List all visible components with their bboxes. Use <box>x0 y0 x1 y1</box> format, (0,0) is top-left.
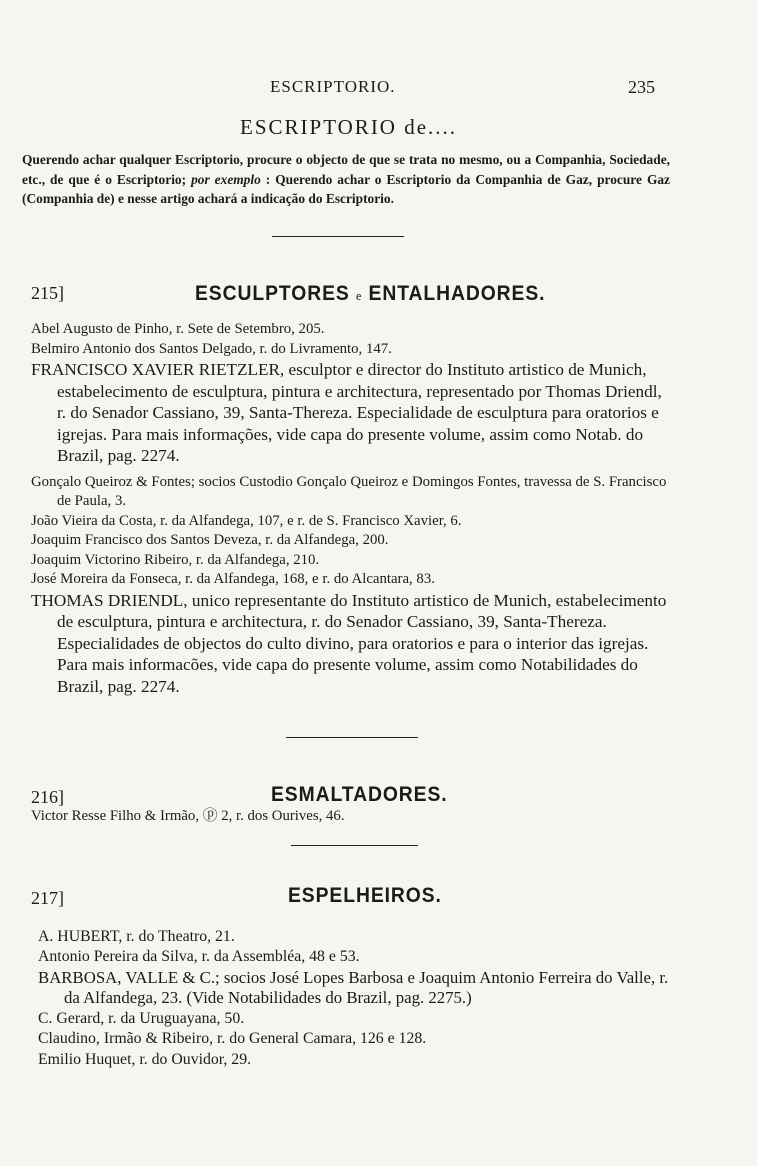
note-text-italic: por exemplo <box>191 171 261 187</box>
section-title: ESMALTADORES. <box>271 783 448 806</box>
intro-note <box>22 150 670 209</box>
section-title <box>195 282 545 306</box>
section-number: 215] <box>31 283 64 303</box>
entry-list <box>38 927 678 1070</box>
note-text-before: Querendo achar qualquer Escriptorio, procure o objecto de que se trata no mesmo, ou a Companhia, Sociedade, etc., de que é o Escriptorio; <box>22 152 670 187</box>
running-head: ESCRIPTORIO. <box>270 77 396 96</box>
list-item: Abel Augusto de Pinho, r. Sete de Setembro, 205. <box>31 321 325 337</box>
list-item: C. Gerard, r. da Uruguayana, 50. <box>38 1010 245 1027</box>
section-title-part: ESCULPTORES <box>195 282 350 305</box>
divider-rule <box>291 845 418 846</box>
list-item: FRANCISCO XAVIER RIETZLER, esculptor e director do Instituto artistico de Munich, estabelecimento de esculptura, pintura e architectura, representado por Thomas Driendl, r. do Senador Cassiano, 39, Santa-Thereza. Especialidade de esculptura para oratorios e igrejas. Para mais informações, vide capa do presente volume, assim como Notab. do Brazil, pag. 2274. <box>31 360 662 465</box>
section-title-part: ENTALHADORES. <box>368 282 546 305</box>
list-item: Emilio Huquet, r. do Ouvidor, 29. <box>38 1050 252 1068</box>
divider-rule <box>272 236 404 237</box>
note-text-after: : Querendo achar o Escriptorio da Companhia de Gaz, procure Gaz (Companhia de) e nesse artigo achará a indicação do Escriptorio. <box>22 171 671 206</box>
list-item: José Moreira da Fonseca, r. da Alfandega, 168, e r. do Alcantara, 83. <box>31 571 435 587</box>
list-item: Victor Resse Filho & Irmão, ⓟ 2, r. dos Ourives, 46. <box>31 808 345 824</box>
section-title-amp: e <box>356 288 363 303</box>
list-item: A. HUBERT, r. do Theatro, 21. <box>38 928 235 945</box>
list-item: BARBOSA, VALLE & C.; socios José Lopes Barbosa e Joaquim Antonio Ferreira do Valle, r. da Alfandega, 23. (Vide Notabilidades do Brazil, pag. 2275.) <box>38 967 669 1008</box>
entry-list <box>31 320 671 697</box>
list-item: Antonio Pereira da Silva, r. da Assembléa, 48 e 53. <box>38 948 360 966</box>
list-item: Belmiro Antonio dos Santos Delgado, r. do Livramento, 147. <box>31 340 392 357</box>
section-number: 216] <box>31 787 64 807</box>
list-item: Joaquim Francisco dos Santos Deveza, r. da Alfandega, 200. <box>31 532 389 548</box>
section-number: 217] <box>31 888 64 908</box>
entry-list <box>31 807 671 827</box>
section-title: ESPELHEIROS. <box>288 884 442 907</box>
divider-rule <box>286 737 418 738</box>
sub-head: ESCRIPTORIO de.... <box>240 115 458 139</box>
page-number: 235 <box>628 77 655 97</box>
list-item: Joaquim Victorino Ribeiro, r. da Alfandega, 210. <box>31 551 320 568</box>
list-item: João Vieira da Costa, r. da Alfandega, 107, e r. de S. Francisco Xavier, 6. <box>31 512 462 529</box>
list-item: Gonçalo Queiroz & Fontes; socios Custodio Gonçalo Queiroz e Domingos Fontes, travessa de S. Francisco de Paula, 3. <box>31 473 667 509</box>
list-item: Claudino, Irmão & Ribeiro, r. do General Camara, 126 e 128. <box>38 1030 427 1048</box>
list-item: THOMAS DRIENDL, unico representante do Instituto artistico de Munich, estabelecimento de esculptura, pintura e architectura, r. do Senador Cassiano, 39, Santa-Thereza. Especialidades de objectos do culto divino, para oratorios e para o interior das igrejas. Para mais informacões, vide capa do presente volume, assim como Notabilidades do Brazil, pag. 2274. <box>31 590 667 696</box>
